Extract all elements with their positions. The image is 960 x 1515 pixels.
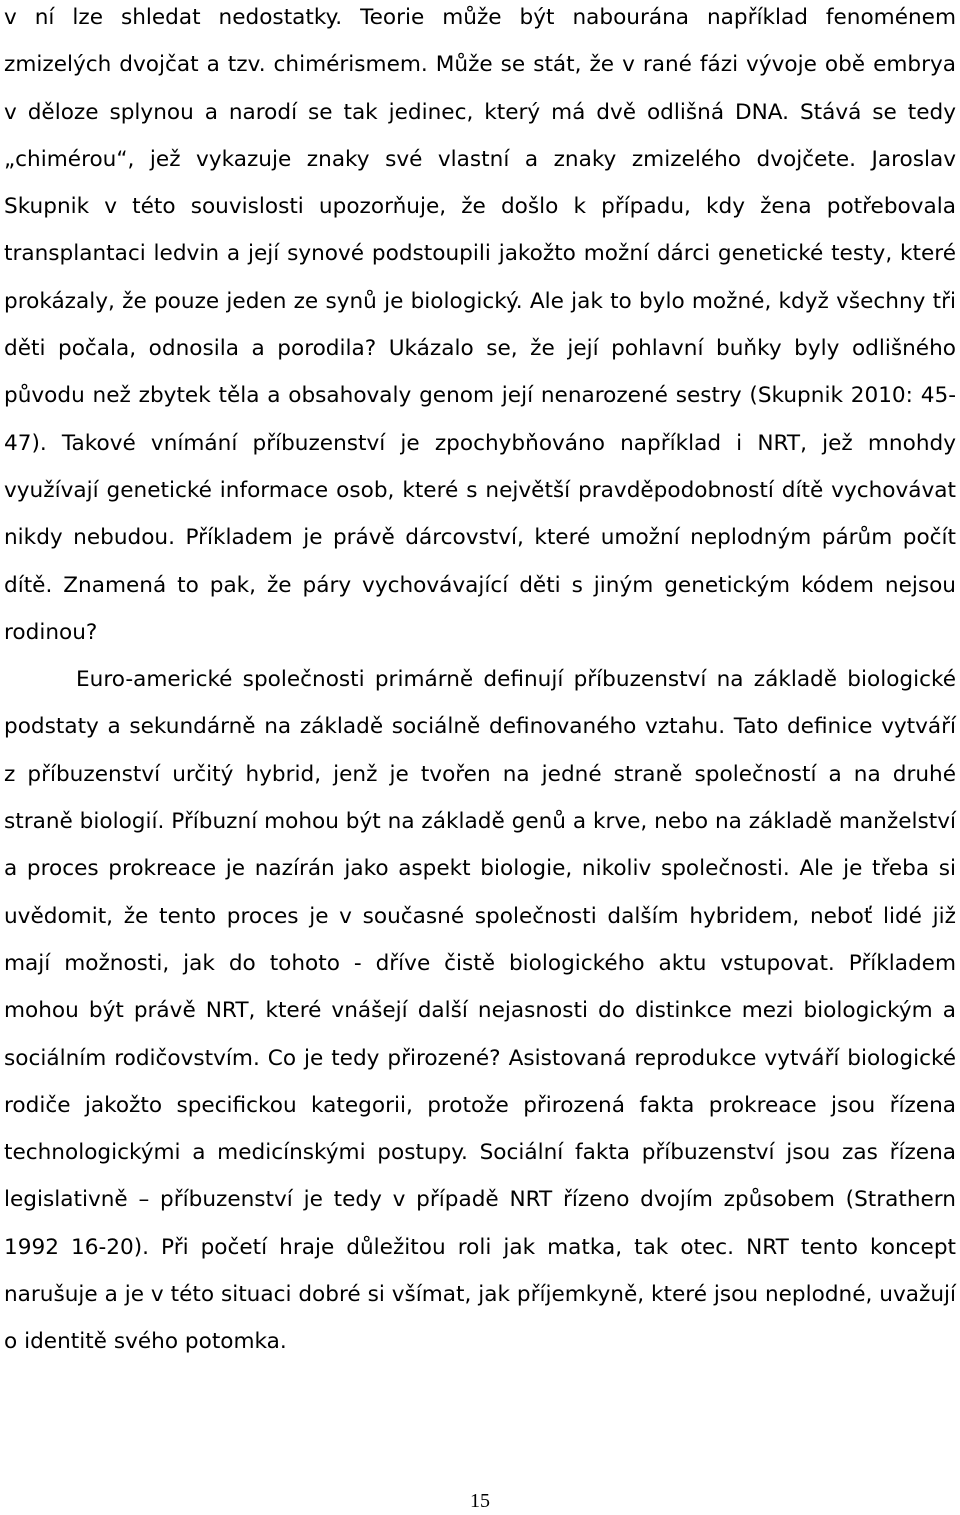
page-number: 15 xyxy=(470,1490,490,1512)
paragraph-continuation: v ní lze shledat nedostatky. Teorie může být nabourána například fenoménem zmizelých dvojčat a tzv. chimérismem. Může se stát, že v rané fázi vývoje obě embrya v děloze splynou a narodí se tak jedinec, který má dvě odlišná DNA. Stává se tedy „chimérou“, jež vykazuje znaky své vlastní a znaky zmizelého dvojčete. Jaroslav Skupnik v této souvislosti upozorňuje, že došlo k případu, kdy žena potřebovala transplantaci ledvin a její synové podstoupili jakožto možní dárci genetické testy, které prokázaly, že pouze jeden ze synů je biologický. Ale jak to bylo možné, když všechny tři děti počala, odnosila a porodila? Ukázalo se, že její pohlavní buňky byly odlišného původu než zbytek těla a obsahovaly genom její nenarozené sestry (Skupnik 2010: 45-47). Takové vnímání příbuzenství je zpochybňováno například i NRT, jež mnohdy využívají genetické informace osob, které s největší pravděpodobností dítě vychovávat nikdy nebudou. Příkladem je právě dárcovství, které umožní neplodným párům počít dítě. Znamená to pak, že páry vychovávající děti s jiným genetickým kódem nejsou rodinou? xyxy=(4,5,956,645)
body-text xyxy=(4,0,956,1366)
paragraph-kinship-definition: Euro-americké společnosti primárně definují příbuzenství na základě biologické podstaty a sekundárně na základě sociálně definovaného vztahu. Tato definice vytváří z příbuzenství určitý hybrid, jenž je tvořen na jedné straně společností a na druhé straně biologií. Příbuzní mohou být na základě genů a krve, nebo na základě manželství a proces prokreace je nazírán jako aspekt biologie, nikoliv společnosti. Ale je třeba si uvědomit, že tento proces je v současné společnosti dalším hybridem, neboť lidé již mají možnosti, jak do tohoto - dříve čistě biologického aktu vstupovat. Příkladem mohou být právě NRT, které vnášejí další nejasnosti do distinkce mezi biologickým a sociálním rodičovstvím. Co je tedy přirozené? Asistovaná reprodukce vytváří biologické rodiče jakožto specifickou kategorii, protože přirozená fakta prokreace jsou řízena technologickými a medicínskými postupy. Sociální fakta příbuzenství jsou zas řízena legislativně – příbuzenství je tedy v případě NRT řízeno dvojím způsobem (Strathern 1992 16-20). Při početí hraje důležitou roli jak matka, tak otec. NRT tento koncept narušuje a je v této situaci dobré si všímat, jak příjemkyně, které jsou neplodné, uvažují o identitě svého potomka. xyxy=(4,667,956,1355)
